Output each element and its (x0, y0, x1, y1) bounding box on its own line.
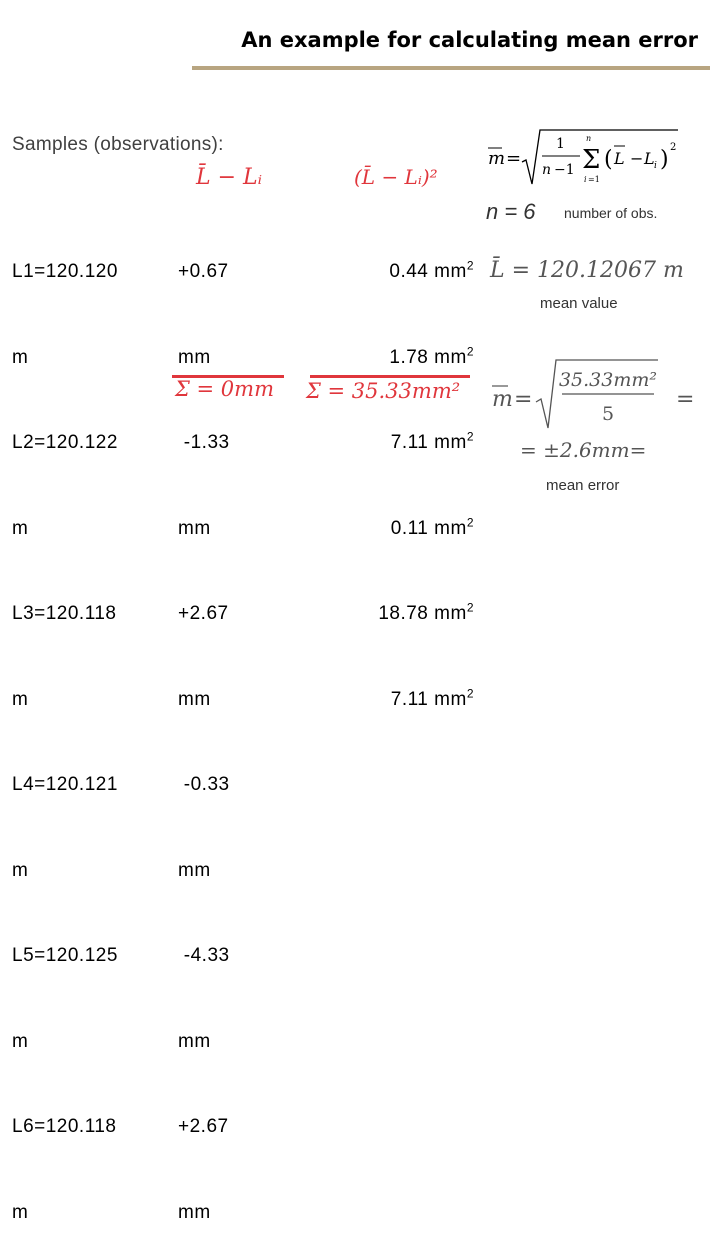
residual-line: mm (178, 688, 211, 710)
title-underline (192, 66, 710, 70)
squared-sum: Σ = 35.33mm² (306, 379, 461, 403)
residual-line: +0.67 (178, 261, 229, 282)
sample-line: m (12, 688, 29, 710)
residual-line: -4.33 (178, 945, 230, 966)
square-line: 1.78 $mm^2$ (389, 344, 474, 368)
square-value: 7.11 (390, 688, 429, 710)
svg-text:L: L (614, 149, 625, 168)
square-value: 0.44 (389, 261, 429, 282)
sample-line: L5=120.125 (12, 945, 118, 966)
square-unit: mm (434, 517, 467, 539)
residual-line: mm (178, 1030, 211, 1052)
sample-line: L1=120.120 (12, 261, 118, 282)
mean-error-note: mean error (546, 477, 620, 494)
svg-text:2: 2 (670, 142, 677, 153)
svg-text:1: 1 (556, 136, 565, 152)
residual-line: mm (178, 1201, 211, 1223)
squared-sum-underline (310, 375, 470, 378)
square-value: 18.78 (378, 603, 429, 624)
squared-header: (L̄ − Lᵢ)² (354, 165, 438, 189)
square-value: 7.11 (390, 432, 429, 453)
m-result: = ±2.6mm= (520, 438, 647, 462)
square-unit: mm (434, 603, 467, 624)
residual-line: +2.67 (178, 1116, 229, 1137)
formula-lhs: m (488, 148, 506, 169)
sample-line: L3=120.118 (12, 603, 117, 624)
residual-sum: Σ = 0mm (175, 377, 274, 401)
squares-column (358, 201, 474, 743)
square-line: 7.11 $mm^2$ (390, 429, 474, 453)
square-unit: mm (434, 261, 467, 282)
sample-line: m (12, 346, 29, 368)
square-unit: mm (434, 432, 467, 453)
svg-text:): ) (660, 147, 669, 172)
residual-line: mm (178, 346, 211, 368)
mean-value: L̄ = 120.12067 m (490, 258, 684, 283)
sample-line: m (12, 1030, 29, 1052)
sample-line: m (12, 517, 29, 539)
square-unit: mm (434, 688, 467, 710)
square-value: 0.11 (390, 517, 429, 539)
residuals-column (178, 201, 230, 1256)
m-lhs: m (492, 387, 513, 412)
n-note: number of obs. (564, 205, 658, 221)
svg-text:−1: −1 (554, 162, 575, 178)
square-line: 7.11 $mm^2$ (390, 686, 474, 710)
svg-text:(: ( (604, 147, 613, 172)
square-line: 0.44 $mm^2$ (389, 258, 474, 282)
svg-text:=: = (514, 387, 533, 412)
svg-text:n: n (542, 162, 552, 178)
square-value: 1.78 (389, 346, 429, 368)
sample-line: L2=120.122 (12, 432, 118, 453)
m-denominator: 5 (601, 403, 615, 425)
svg-text:Σ: Σ (582, 145, 601, 175)
svg-text:=: = (506, 148, 522, 169)
residual-line: +2.67 (178, 603, 229, 624)
svg-text:=: = (676, 387, 695, 412)
svg-text:i: i (584, 175, 587, 184)
samples-column (12, 201, 118, 1256)
residual-line: -0.33 (178, 774, 230, 795)
residual-line: -1.33 (178, 432, 230, 453)
svg-text:i: i (654, 161, 657, 171)
m-numerator: 35.33mm² (558, 369, 658, 391)
sample-line: m (12, 1201, 29, 1223)
m-calculation (490, 356, 705, 432)
square-line: 18.78 $mm^2$ (378, 600, 474, 624)
sample-line: L4=120.121 (12, 774, 118, 795)
square-unit: mm (434, 346, 467, 368)
samples-label: Samples (observations): (12, 134, 224, 155)
mean-error-formula (484, 126, 684, 192)
page-title: An example for calculating mean error (241, 28, 698, 52)
svg-text:n: n (586, 134, 592, 143)
n-equals: n = 6 (486, 199, 536, 224)
sample-line: L6=120.118 (12, 1116, 117, 1137)
residual-line: mm (178, 859, 211, 881)
svg-text:L: L (644, 149, 655, 168)
svg-text:−: − (630, 149, 644, 168)
square-line: 0.11 $mm^2$ (390, 515, 474, 539)
svg-text:=1: =1 (588, 175, 600, 184)
mean-note: mean value (540, 295, 618, 312)
residual-header: L̄ − Lᵢ (196, 165, 263, 190)
sample-line: m (12, 859, 29, 881)
residual-line: mm (178, 517, 211, 539)
